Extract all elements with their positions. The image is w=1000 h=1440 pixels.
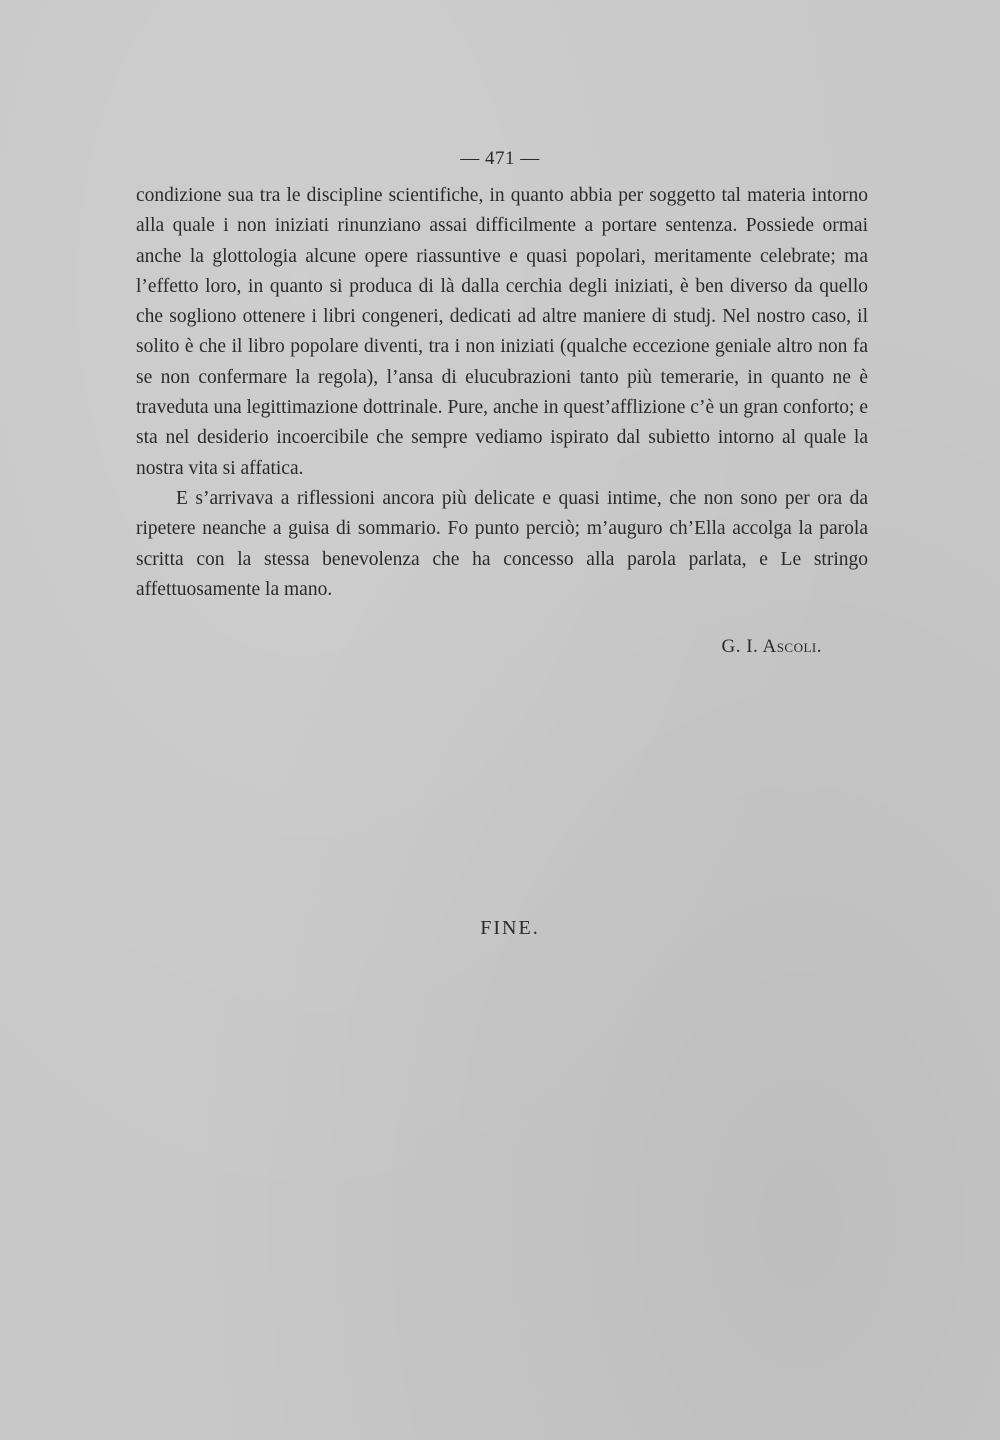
paragraph-2: E s’arrivava a riflessioni ancora più delicate e quasi intime, che non sono per ora da ripetere neanche a guisa di sommario. Fo punto perciò; m’auguro ch’Ella accolga la parola scritta con la stessa benevolenza che ha concesso alla parola parlata, e Le stringo affettuosamente la mano.	[136, 487, 868, 600]
author-signature: G. I. Ascoli.	[721, 636, 822, 657]
paragraph-1: condizione sua tra le discipline scientifiche, in quanto abbia per soggetto tal materia intorno alla quale i non iniziati rinunziano assai difficilmente a portare sentenza. Possiede ormai anche la glottologia alcune opere riassuntive e quasi popolari, meritamente celebrate; ma l’effetto loro, in quanto si produca di là dalla cerchia degli iniziati, è ben diverso da quello che sogliono ottenere i libri congeneri, dedicati ad altre maniere di studj. Nel nostro caso, il solito è che il libro popolare diventi, tra i non iniziati (qualche eccezione geniale altro non fa se non confermare la regola), l’ansa di elucubrazioni tanto più temerarie, in quanto ne è traveduta una legittimazione dottrinale. Pure, anche in quest’afflizione c’è un gran conforto; e sta nel desiderio incoercibile che sempre vediamo ispirato dal subietto intorno al quale la nostra vita si affatica.	[136, 185, 868, 479]
body-text	[136, 181, 868, 605]
page-number: — 471 —	[460, 148, 540, 169]
end-marker: FINE.	[480, 917, 540, 939]
